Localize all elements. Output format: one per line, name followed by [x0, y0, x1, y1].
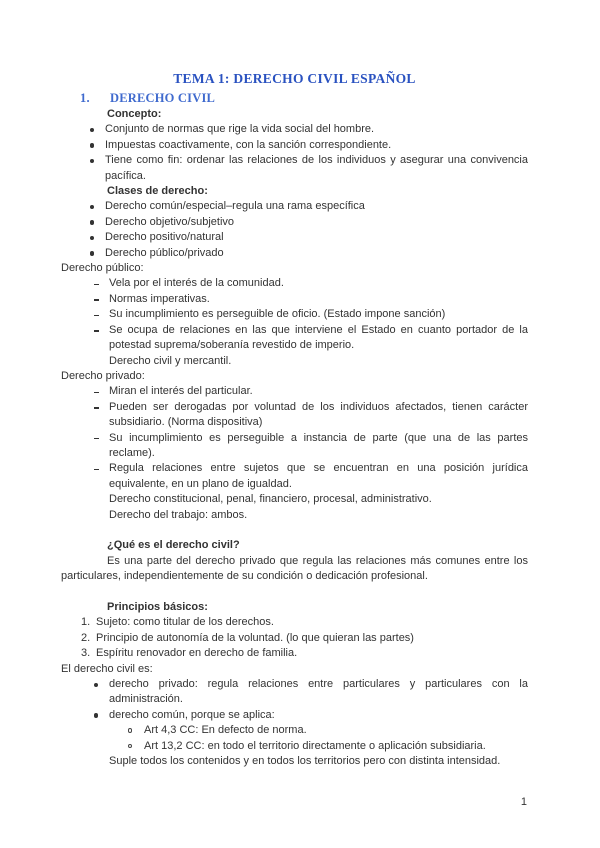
list-item-text: Sujeto: como titular de los derechos. — [96, 616, 274, 629]
list-item-text: Conjunto de normas que rige la vida social del hombre. — [105, 123, 375, 136]
privado-note: Derecho constitucional, penal, financiero, procesal, administrativo. — [109, 493, 432, 506]
list-item-text: Pueden ser derogadas por voluntad de los individuos afectados, tienen carácter subsidiario. (Norma dispositiva) — [109, 400, 528, 429]
bullet-icon — [94, 683, 98, 687]
list-item — [61, 246, 528, 261]
section-number: 1. — [80, 91, 90, 105]
page-number: 1 — [520, 796, 527, 808]
list-item-text: Espíritu renovador en derecho de familia. — [96, 647, 298, 660]
publico-note: Derecho civil y mercantil. — [109, 354, 232, 367]
list-item-text: Derecho objetivo/subjetivo — [105, 215, 235, 228]
dash-icon — [94, 284, 99, 285]
bullet-icon — [90, 251, 94, 255]
list-item-text: Principio de autonomía de la voluntad. (lo que quieran las partes) — [96, 631, 414, 644]
bullet-icon — [90, 220, 94, 224]
dash-icon — [94, 407, 99, 408]
bullet-icon — [90, 128, 94, 132]
list-item-text: Su incumplimiento es perseguible a instancia de parte (que una de las partes reclame). — [109, 431, 528, 459]
civil-es-heading: El derecho civil es: — [61, 662, 153, 675]
document-title: TEMA 1: DERECHO CIVIL ESPAÑOL — [173, 71, 416, 86]
list-item-text: Art 4,3 CC: En defecto de norma. — [144, 724, 307, 737]
blank-line — [61, 523, 528, 538]
list-item — [61, 230, 528, 245]
dash-icon — [94, 330, 99, 331]
section-heading-text: DERECHO CIVIL — [110, 91, 216, 105]
list-item — [61, 431, 528, 462]
numbered-item — [61, 615, 528, 630]
numbered-item — [61, 631, 528, 646]
circle-bullet-icon — [128, 744, 132, 748]
sub-list-item — [61, 723, 528, 738]
list-item — [61, 215, 528, 230]
privado-note: Derecho del trabajo: ambos. — [109, 508, 248, 521]
list-item-text: Derecho público/privado — [105, 246, 224, 259]
list-item-text: Impuestas coactivamente, con la sanción correspondiente. — [105, 138, 392, 151]
bullet-icon — [94, 713, 98, 717]
list-item — [61, 677, 528, 708]
publico-heading: Derecho público: — [61, 262, 144, 275]
blank-line — [61, 585, 528, 600]
list-item-text: Derecho positivo/natural — [105, 231, 224, 244]
privado-heading: Derecho privado: — [61, 369, 145, 382]
list-item-text: Art 13,2 CC: en todo el territorio directamente o aplicación subsidiaria. — [144, 739, 486, 752]
list-item — [61, 276, 528, 291]
list-item-text: Miran el interés del particular. — [109, 385, 253, 398]
sub-list-item — [61, 739, 528, 754]
list-item — [61, 153, 528, 184]
item-number: 3. — [81, 647, 91, 660]
list-item — [61, 122, 528, 137]
list-item — [61, 138, 528, 153]
bullet-icon — [90, 159, 94, 163]
principios-heading: Principios básicos: — [107, 600, 208, 613]
list-item — [61, 292, 528, 307]
bullet-icon — [90, 236, 94, 240]
list-item — [61, 461, 528, 492]
list-item-text: Normas imperativas. — [109, 292, 210, 305]
que-es-heading: ¿Qué es el derecho civil? — [107, 539, 240, 552]
civil-es-note: Suple todos los contenidos y en todos los territorios pero con distinta intensidad. — [109, 755, 501, 768]
dash-icon — [94, 438, 99, 439]
item-number: 1. — [81, 616, 91, 629]
dash-icon — [94, 392, 99, 393]
clases-label: Clases de derecho: — [107, 185, 208, 198]
list-item-text: derecho privado: regula relaciones entre particulares y particulares con la administración. — [109, 678, 528, 706]
numbered-item — [61, 646, 528, 661]
list-item-text: Su incumplimiento es perseguible de oficio. (Estado impone sanción) — [109, 308, 446, 321]
list-item — [61, 400, 528, 431]
dash-icon — [94, 299, 99, 300]
list-item-text: Derecho común/especial–regula una rama específica — [105, 200, 365, 213]
circle-bullet-icon — [128, 728, 132, 732]
list-item — [61, 384, 528, 399]
que-es-paragraph: Es una parte del derecho privado que regula las relaciones más comunes entre los particulares, independientemente de su condición o dedicación profesional. — [61, 554, 528, 583]
section-heading — [61, 90, 528, 107]
list-item-text: Se ocupa de relaciones en las que interviene el Estado en cuanto portador de la potestad suprema/soberanía revestido de imperio. — [109, 323, 528, 352]
bullet-icon — [90, 143, 94, 147]
dash-icon — [94, 469, 99, 470]
list-item — [61, 323, 528, 354]
item-number: 2. — [81, 631, 91, 644]
list-item-text: Tiene como fin: ordenar las relaciones de los individuos y asegurar una convivencia pacífica. — [105, 154, 528, 182]
bullet-icon — [90, 205, 94, 209]
document-content — [61, 70, 528, 769]
concepto-label: Concepto: — [107, 108, 162, 120]
list-item-text: Regula relaciones entre sujetos que se encuentran en una posición jurídica equivalente, en un plano de igualdad. — [109, 462, 528, 490]
dash-icon — [94, 315, 99, 316]
list-item-text: derecho común, porque se aplica: — [109, 708, 275, 721]
list-item — [61, 708, 528, 723]
list-item — [61, 307, 528, 322]
list-item — [61, 199, 528, 214]
list-item-text: Vela por el interés de la comunidad. — [109, 277, 284, 290]
